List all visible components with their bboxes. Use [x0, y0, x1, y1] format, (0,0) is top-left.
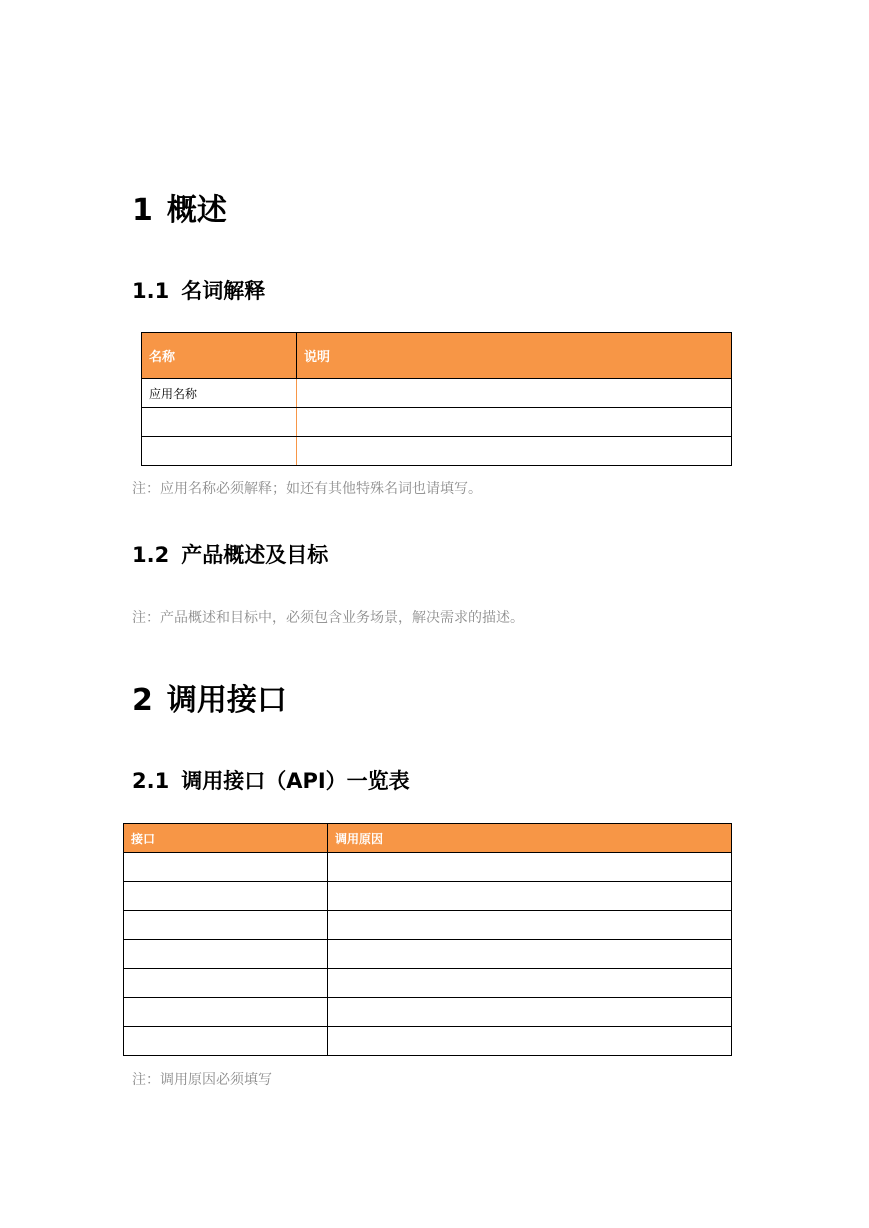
table-cell[interactable]	[328, 969, 732, 998]
table-cell[interactable]	[328, 998, 732, 1027]
table-row	[142, 379, 732, 408]
section-number: 1.2	[132, 543, 170, 567]
section-title: 名词解释	[181, 279, 266, 303]
table-cell[interactable]	[124, 911, 328, 940]
table-cell[interactable]	[142, 408, 297, 437]
table-header-row	[124, 824, 732, 853]
glossary-note: 注：应用名称必须解释；如还有其他特殊名词也请填写。	[132, 481, 482, 497]
glossary-table	[141, 332, 732, 466]
table-row	[124, 940, 732, 969]
table-cell[interactable]	[124, 853, 328, 882]
table-cell[interactable]	[328, 911, 732, 940]
table-cell[interactable]	[124, 1027, 328, 1056]
api-table	[123, 823, 732, 1056]
column-header-name: 名称	[142, 333, 297, 379]
column-header-description: 说明	[297, 333, 732, 379]
overview-note: 注：产品概述和目标中，必须包含业务场景，解决需求的描述。	[132, 610, 524, 626]
table-cell[interactable]	[297, 408, 732, 437]
table-row	[124, 1027, 732, 1056]
table-cell[interactable]	[297, 379, 732, 408]
table-cell[interactable]	[297, 437, 732, 466]
section-2-1-heading	[132, 771, 410, 792]
table-cell[interactable]	[124, 940, 328, 969]
section-title: 概述	[166, 193, 227, 228]
column-header-reason: 调用原因	[328, 824, 732, 853]
table-row	[124, 911, 732, 940]
api-note: 注：调用原因必须填写	[132, 1072, 272, 1088]
table-cell[interactable]	[328, 882, 732, 911]
section-number: 1	[132, 193, 153, 228]
section-title: 产品概述及目标	[181, 543, 329, 567]
column-header-interface: 接口	[124, 824, 328, 853]
table-row	[124, 998, 732, 1027]
table-row	[124, 853, 732, 882]
table-row	[124, 969, 732, 998]
table-row	[124, 882, 732, 911]
section-title: 调用接口（API）一览表	[181, 769, 410, 793]
section-number: 1.1	[132, 279, 170, 303]
section-title: 调用接口	[166, 683, 287, 718]
table-cell[interactable]	[328, 940, 732, 969]
section-1-1-heading	[132, 281, 265, 302]
section-2-heading	[132, 683, 287, 718]
section-number: 2.1	[132, 769, 170, 793]
section-1-2-heading	[132, 545, 328, 566]
table-row	[142, 408, 732, 437]
table-header-row	[142, 333, 732, 379]
table-cell[interactable]	[124, 882, 328, 911]
table-cell[interactable]: 应用名称	[142, 379, 297, 408]
table-cell[interactable]	[124, 969, 328, 998]
table-cell[interactable]	[328, 853, 732, 882]
section-number: 2	[132, 683, 153, 718]
table-cell[interactable]	[328, 1027, 732, 1056]
table-row	[142, 437, 732, 466]
section-1-heading	[132, 193, 227, 228]
table-cell[interactable]	[124, 998, 328, 1027]
table-cell[interactable]	[142, 437, 297, 466]
